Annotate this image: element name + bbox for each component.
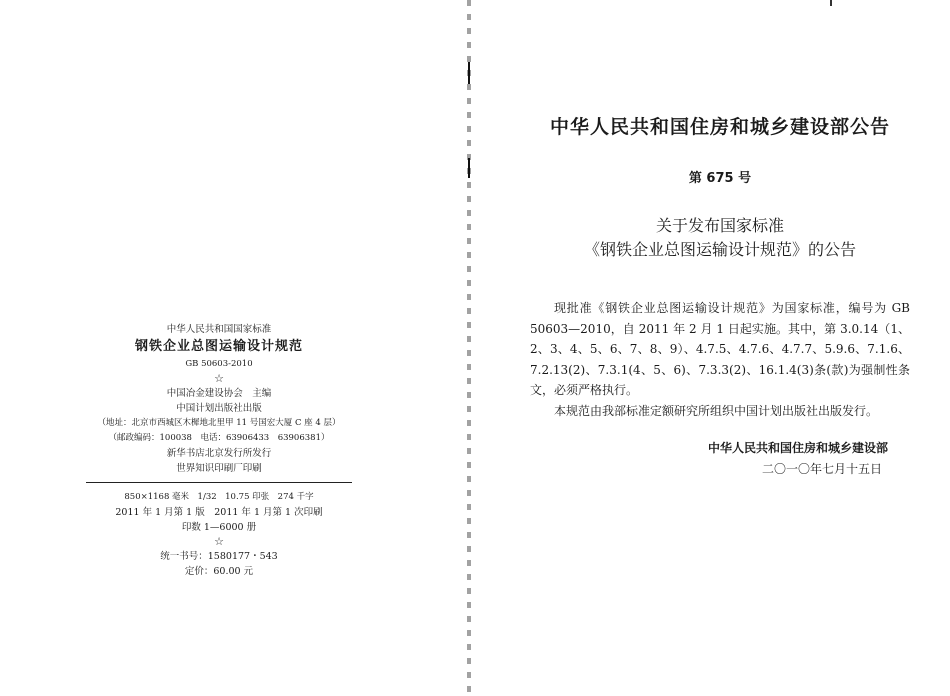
announcement-number: 第 675 号 [688, 171, 752, 186]
signature-block [530, 438, 910, 480]
standard-code: GB 50603-2010 [185, 359, 253, 369]
format-line: 850×1168 毫米 1/32 10.75 印张 274 千字 [124, 492, 314, 502]
subtitle-line: 关于发布国家标准 [655, 216, 784, 235]
star-separator: ☆ [214, 372, 224, 385]
publisher-label: 中华人民共和国国家标准 [166, 324, 272, 335]
distributor-line: 新华书店北京发行所发行 [166, 448, 272, 459]
isbn-line: 统一书号：1580177・543 [160, 551, 278, 562]
publisher-line: 中国计划出版社出版 [176, 403, 262, 414]
announcement-subtitle [530, 214, 910, 262]
printer-line: 世界知识印刷厂印刷 [176, 463, 262, 474]
announcement-body [530, 298, 910, 421]
issue-date: 二〇一〇年七月十五日 [761, 462, 882, 476]
edition-line: 2011 年 1 月第 1 版 2011 年 1 月第 1 次印刷 [115, 507, 323, 518]
editor-line: 中国冶金建设协会 主编 [166, 388, 272, 399]
postal-line: （邮政编码：100038 电话：63906433 63906381） [108, 433, 330, 443]
star-separator: ☆ [214, 535, 224, 548]
subtitle-line: 《钢铁企业总图运输设计规范》的公告 [583, 240, 856, 259]
announcement-title: 中华人民共和国住房和城乡建设部公告 [549, 116, 890, 138]
gutter-mark [468, 62, 470, 84]
price-line: 定价：60.00 元 [184, 566, 254, 577]
print-run-line: 印数 1—6000 册 [181, 522, 257, 533]
divider [86, 482, 352, 483]
issuing-authority: 中华人民共和国住房和城乡建设部 [707, 441, 888, 455]
book-gutter [467, 0, 471, 696]
copyright-page [86, 322, 352, 579]
scan-speck [830, 0, 832, 6]
gutter-mark [468, 158, 470, 178]
announcement-page [530, 100, 910, 480]
book-title: 钢铁企业总图运输设计规范 [134, 339, 303, 354]
address-line: （地址：北京市西城区木樨地北里甲 11 号国宏大厦 C 座 4 层） [97, 418, 341, 428]
body-paragraph: 本规范由我部标准定额研究所组织中国计划出版社出版发行。 [554, 403, 879, 418]
body-paragraph: 现批准《钢铁企业总图运输设计规范》为国家标准，编号为 GB 50603—2010，自 2011 年 2 月 1 日起实施。其中，第 3.0.14（1、2、3、4、5、6、7、8、9）、4.7.5、4.7.6、4.7.7、5.9.6、7.1.6、7.2.13(2)、7.3.1(4、5、6)、7.3.3(2)、16.1.4(3)条(款)为强制性条文，必须严格执行。 [530, 301, 910, 397]
